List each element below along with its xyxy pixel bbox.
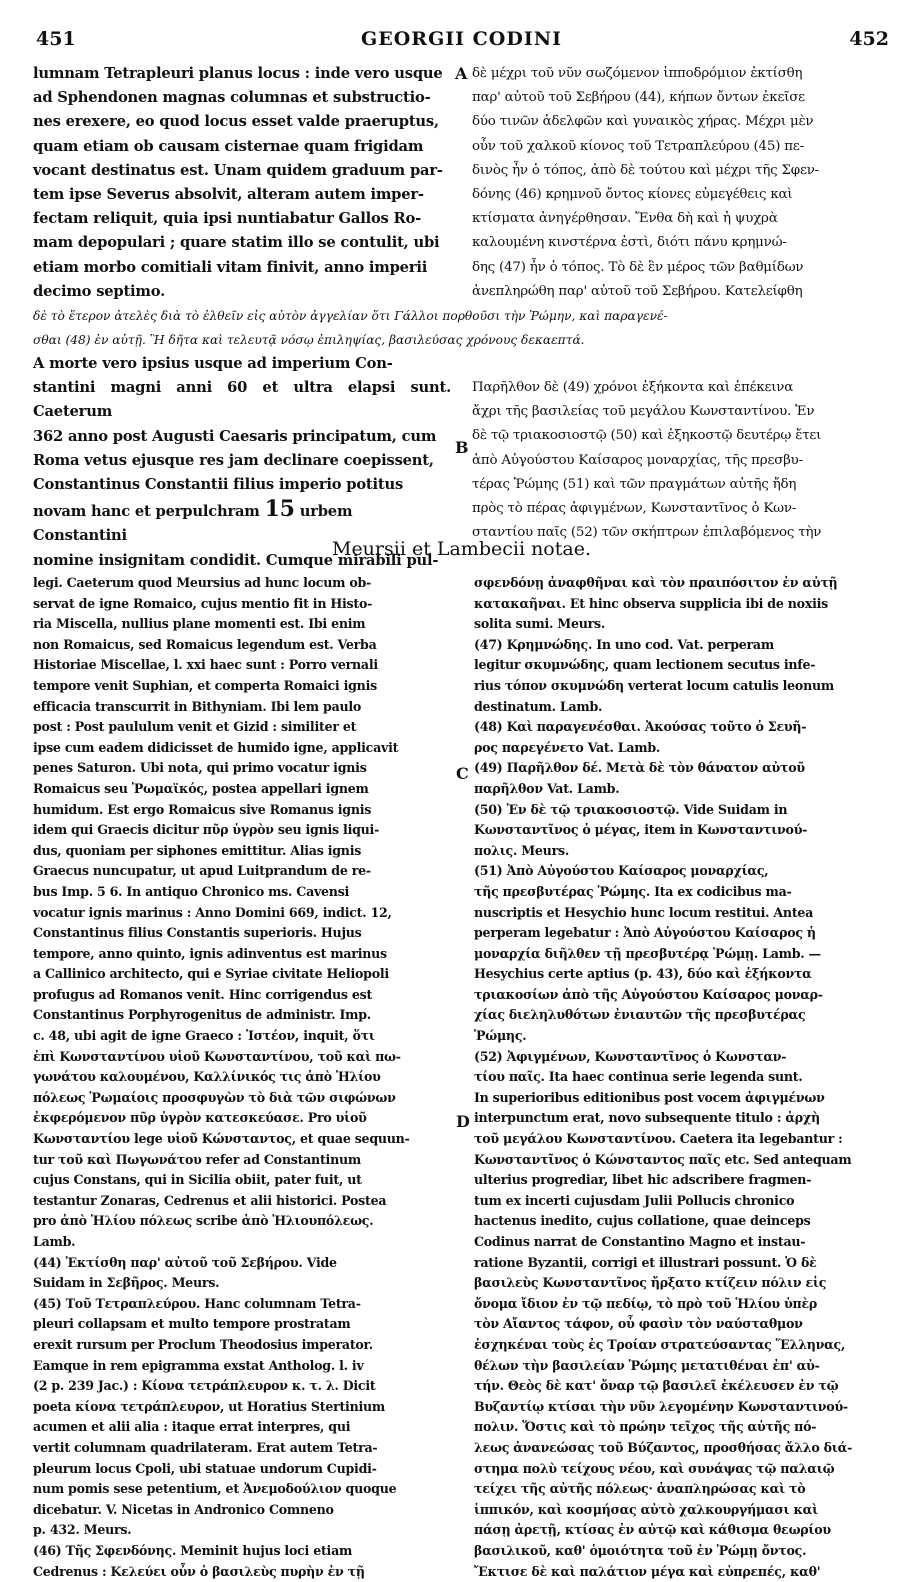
greek-line: δης (47) ἦν ὁ τόπος. Τὸ δὲ ἓν μέρος τῶν βαθμίδων (472, 259, 804, 275)
page-number-left: 451 (36, 28, 76, 50)
greek-line: οὖν τοῦ χαλκοῦ κίονος τοῦ Τετραπλεύρου (45) πε- (472, 138, 804, 154)
greek-line: τέρας Ῥώμης (51) καὶ τῶν πραγμάτων αὐτῆς ἤδη (472, 476, 797, 492)
latin-line: novam hanc et perpulchram 15 urbem Constantini (33, 496, 353, 545)
greek-text-middle (472, 376, 896, 545)
latin-line: etiam morbo comitiali vitam finivit, anno imperii (33, 258, 428, 276)
latin-line: vocant destinatus est. Unam quidem graduum par- (33, 161, 443, 179)
section-number: 15 (264, 496, 295, 523)
greek-line: δινὸς ἦν ὁ τόπος, ἀπὸ δὲ τούτου καὶ μέχρι τῆς Σφεν- (472, 162, 819, 178)
greek-line: δὲ μέχρι τοῦ νῦν σωζόμενον ἱπποδρόμιον ἐκτίσθη (472, 66, 803, 81)
greek-text-top (472, 62, 896, 304)
latin-line: fectam reliquit, quia ipsi nuntiabatur Gallos Ro- (33, 210, 422, 228)
notes-left-column: legi. Caeterum quod Meursius ad hunc locum ob- servat de igne Romaico, cujus mentio fit in Histo- ria Miscella, nullius plane momenti est. Ibi enim non Romaicus, sed Romaicus legendum est. Verba Historiae Miscellae, l. xxi haec sunt : Porro vernali tempore venit Suphian, et comperta Romaici ignis efficacia transcurrit in Bithyniam. Ibi lem paulo post : Post paululum venit et Gizid : similiter et ipse cum eadem didicisset de humido igne, applicavit penes Saturon. Ubi nota, qui primo vocatur ignis Romaicus seu Ῥωμαϊκός, postea appellari ignem humidum. Est ergo Romaicus sive Romanus ignis idem qui Graecis dicitur πῦρ ὑγρὸν seu ignis liqui- dus, quoniam per siphones emittitur. Alias ignis Graecus nuncupatur, ut apud Luitprandum de re- bus Imp. 5 6. In antiquo Chronico ms. Cavensi vocatur ignis marinus : Anno Domini 669, indict. 12, Constantinus filius Constantis superioris. Hujus tempore, anno quinto, ignis adinventus est marinus a Callinico architecto, qui e Syriae civitate Heliopoli profugus ad Romanos venit. Hinc corrigendus est Constantinus Porphyrogenitus de administr. Imp. c. 48, ubi agit de igne Graeco : Ἰστέον, inquit, ὅτι ἐπὶ Κωνσταντίνου υἱοῦ Κωνσταντίνου, τοῦ καὶ πω- γωνάτου καλουμένου, Καλλίνικός τις ἀπὸ Ἡλίου πόλεως Ῥωμαίοις προσφυγὼν τὸ διὰ τῶν σιφώνων ἐκφερόμενον πῦρ ὑγρὸν κατεσκεύασε. Pro υἱοῦ Κωνσταντίου lege υἱοῦ Κώνσταντος, et quae sequun- tur τοῦ καὶ Πωγωνάτου refer ad Constantinum cujus Constans, qui in Sicilia obiit, pater fuit, ut testantur Zonaras, Cedrenus et alii historici. Postea pro ἀπὸ Ἡλίου πόλεως scribe ἀπὸ Ἡλιουπόλεως. Lamb. (44) Ἐκτίσθη παρ' αὐτοῦ τοῦ Σεβήρου. Vide Suidam in Σεβῆρος. Meurs. (45) Τοῦ Τετραπλεύρου. Hanc columnam Tetra- pleuri collapsam et multo tempore prostratam erexit rursum per Proclum Theodosius imperator. Eamque in rem epigramma exstat Antholog. l. iv (2 p. 239 Jac.) : Κίονα τετράπλευρον κ. τ. λ. Dicit poeta κίονα τετράπλευρον, ut Horatius Stertinium acumen et alii alia : itaque errat interpres, qui vertit columnam quadrilateram. Erat autem Tetra- pleurum locus Cpoli, ubi statuae undorum Cupidi- num pomis sese petentium, et Ἀνεμοδούλιον quoque dicebatur. V. Nicetas in Andronico Comneno p. 432. Meurs. (46) Τῆς Σφενδόνης. Meminit hujus loci etiam Cedrenus : Κελεύει οὖν ὁ βασιλεὺς πυρὴν ἐν τῇ (33, 575, 410, 1579)
notes-heading: Meursii et Lambecii notae. (331, 538, 591, 560)
margin-letter-d: D (456, 1112, 470, 1131)
latin-line: ad Sphendonen magnas columnas et substructio- (33, 89, 431, 107)
greek-line: ἀνεπληρώθη παρ' αὐτοῦ τοῦ Σεβήρου. Κατελείφθη (472, 283, 803, 299)
latin-line: Constantinus Constantii filius imperio potitus (33, 476, 404, 494)
greek-line: δόνης (46) κρημνοῦ ὄντος κίονες εὐμεγέθεις καὶ (472, 187, 793, 203)
latin-line: quam etiam ob causam cisternae quam frigidam (33, 137, 424, 155)
latin-line: lumnam Tetrapleuri planus locus : inde vero usque (33, 65, 443, 82)
latin-text-top (33, 62, 451, 304)
greek-line: καλουμένη κινστέρνα ἐστὶ, διότι πάνυ κρημνώ- (472, 235, 787, 251)
greek-line: δύο τινῶν ἀδελφῶν καὶ γυναικὸς χήρας. Μέχρι μὲν (472, 114, 814, 130)
latin-line: mam depopulari ; quare statim illo se contulit, ubi (33, 234, 440, 252)
latin-line: A morte vero ipsius usque ad imperium Con- (33, 355, 393, 372)
latin-line: Roma vetus ejusque res jam declinare coepissent, (33, 451, 434, 469)
latin-line: tem ipse Severus absolvit, alteram autem imper- (33, 186, 424, 204)
latin-line: decimo septimo. (33, 282, 166, 300)
greek-line: πρὸς τὸ πέρας ἀφιγμένων, Κωνσταντῖνος ὁ Κων- (472, 501, 797, 517)
latin-line: nes erexere, eo quod locus esset valde praeruptus, (33, 113, 439, 131)
greek-line: δὲ τῷ τριακοσιοστῷ (50) καὶ ἑξηκοστῷ δευτέρῳ ἔτει (472, 428, 822, 444)
greek-fullwidth-line-1: δὲ τὸ ἕτερον ἀτελὲς διὰ τὸ ἐλθεῖν εἰς αὐτὸν ἀγγελίαν ὅτι Γάλλοι πορθοῦσι τὴν Ῥώμην, καὶ παραγενέ- (33, 309, 668, 323)
latin-line: nomine insignitam condidit. Cumque mirabili pul- (33, 551, 439, 569)
margin-letter-a: A (455, 64, 468, 83)
greek-line: παρ' αὐτοῦ τοῦ Σεβήρου (44), κήπων ὄντων ἐκεῖσε (472, 90, 805, 106)
latin-line: stantini magni anni 60 et ultra elapsi sunt. Caeterum (33, 379, 451, 421)
greek-line: ἄχρι τῆς βασιλείας τοῦ μεγάλου Κωνσταντίνου. Ἐν (472, 404, 815, 420)
running-title: GEORGII CODINI (361, 28, 562, 50)
page-number-right: 452 (849, 28, 889, 50)
margin-letter-c: C (456, 764, 469, 783)
margin-letter-b: B (455, 438, 469, 457)
greek-line: κτίσματα ἀνηγέρθησαν. Ἔνθα δὴ καὶ ἡ ψυχρὰ (472, 211, 778, 227)
greek-line: ἀπὸ Αὐγούστου Καίσαρος μοναρχίας, τῆς πρεσβυ- (472, 452, 803, 468)
latin-line: 362 anno post Augusti Caesaris principatum, cum (33, 427, 437, 445)
greek-fullwidth-line-2: σθαι (48) ἐν αὐτῇ. Ἣ δῆτα καὶ τελευτᾷ νόσῳ ἐπιληψίας, βασιλεύσας χρόνους δεκαεπτά. (33, 333, 585, 347)
greek-line: σταντίου παῖς (52) τῶν σκήπτρων ἐπιλαβόμενος τὴν (472, 525, 822, 541)
greek-line: Παρῆλθον δὲ (49) χρόνοι ἑξήκοντα καὶ ἐπέκεινα (472, 380, 794, 395)
notes-right-column: σφενδόνῃ ἀναφθῆναι καὶ τὸν πραιπόσιτον ἐν αὐτῇ κατακαῆναι. Et hinc observa supplicia ibi de noxiis solita sumi. Meurs. (47) Κρημνώδης. In uno cod. Vat. perperam legitur σκυμνώδης, quam lectionem secutus infe- rius τόπον σκυμνώδη verterat locum catulis leonum destinatum. Lamb. (48) Καὶ παραγενέσθαι. Ἀκούσας τοῦτο ὁ Σευῆ- ρος παρεγένετο Vat. Lamb. (49) Παρῆλθον δέ. Μετὰ δὲ τὸν θάνατον αὐτοῦ παρῆλθον Vat. Lamb. (50) Ἐν δὲ τῷ τριακοσιοστῷ. Vide Suidam in Κωνσταντῖνος ὁ μέγας, item in Κωνσταντινού- πολις. Meurs. (51) Ἀπὸ Αὐγούστου Καίσαρος μοναρχίας, τῆς πρεσβυτέρας Ῥώμης. Ita ex codicibus ma- nuscriptis et Hesychio hunc locum restitui. Antea perperam legebatur : Ἀπὸ Αὐγούστου Καίσαρος ἡ μοναρχία διῆλθεν τῇ πρεσβυτέρᾳ Ῥώμῃ. Lamb. — Hesychius certe aptius (p. 43), δύο καὶ ἑξήκοντα τριακοσίων ἀπὸ τῆς Αὐγούστου Καίσαρος μοναρ- χίας διεληλυθότων ἐνιαυτῶν τῆς πρεσβυτέρας Ῥώμης. (52) Ἀφιγμένων, Κωνσταντῖνος ὁ Κωνσταν- τίου παῖς. Ita haec continua serie legenda sunt. In superioribus editionibus post vocem ἀφιγμένων interpunctum erat, novo subsequente titulo : ἀρχὴ τοῦ μεγάλου Κωνσταντίνου. Caetera ita legebantur : Κωνσταντῖνος ὁ Κώνσταντος παῖς etc. Sed antequam ulterius progrediar, libet hic adscribere fragmen- tum ex incerti cujusdam Julii Pollucis chronico hactenus inedito, cujus collatione, quae deinceps Codinus narrat de Constantino Magno et instau- ratione Byzantii, corrigi et illustrari possunt. Ὁ δὲ βασιλεὺς Κωνσταντῖνος ἤρξατο κτίζειν πόλιν εἰς ὄνομα ἴδιον ἐν τῷ πεδίῳ, τὸ πρὸ τοῦ Ἡλίου ὑπὲρ τὸν Αἴαντος τάφον, οὗ φασὶν τὸν ναύσταθμον ἐσχηκέναι τοὺς ἐς Τροίαν στρατεύσαντας Ἕλληνας, θέλων τὴν βασιλείαν Ῥώμης μετατιθέναι ἐπ' αὐ- τήν. Θεὸς δὲ κατ' ὄναρ τῷ βασιλεῖ ἐκέλευσεν ἐν τῷ Βυζαντίῳ κτίσαι τὴν νῦν λεγομένην Κωνσταντινού- πολιν. Ὅστις καὶ τὸ πρώην τεῖχος τῆς αὐτῆς πό- λεως ἀνανεώσας τοῦ Βύζαντος, προσθήσας ἄλλο διά- στημα πολὺ τείχους νέου, καὶ συνάψας τῷ παλαιῷ τείχει τῆς αὐτῆς πόλεως· ἀναπληρώσας καὶ τὸ ἱππικόν, καὶ κοσμήσας αὐτὸ χαλκουργήμασι καὶ πάσῃ ἀρετῇ, κτίσας ἐν αὐτῷ καὶ κάθισμα θεωρίου βασιλικοῦ, καθ' ὁμοιότητα τοῦ ἐν Ῥώμῃ ὄντος. Ἔκτισε δὲ καὶ παλάτιον μέγα καὶ εὐπρεπές, καθ' (474, 575, 853, 1579)
